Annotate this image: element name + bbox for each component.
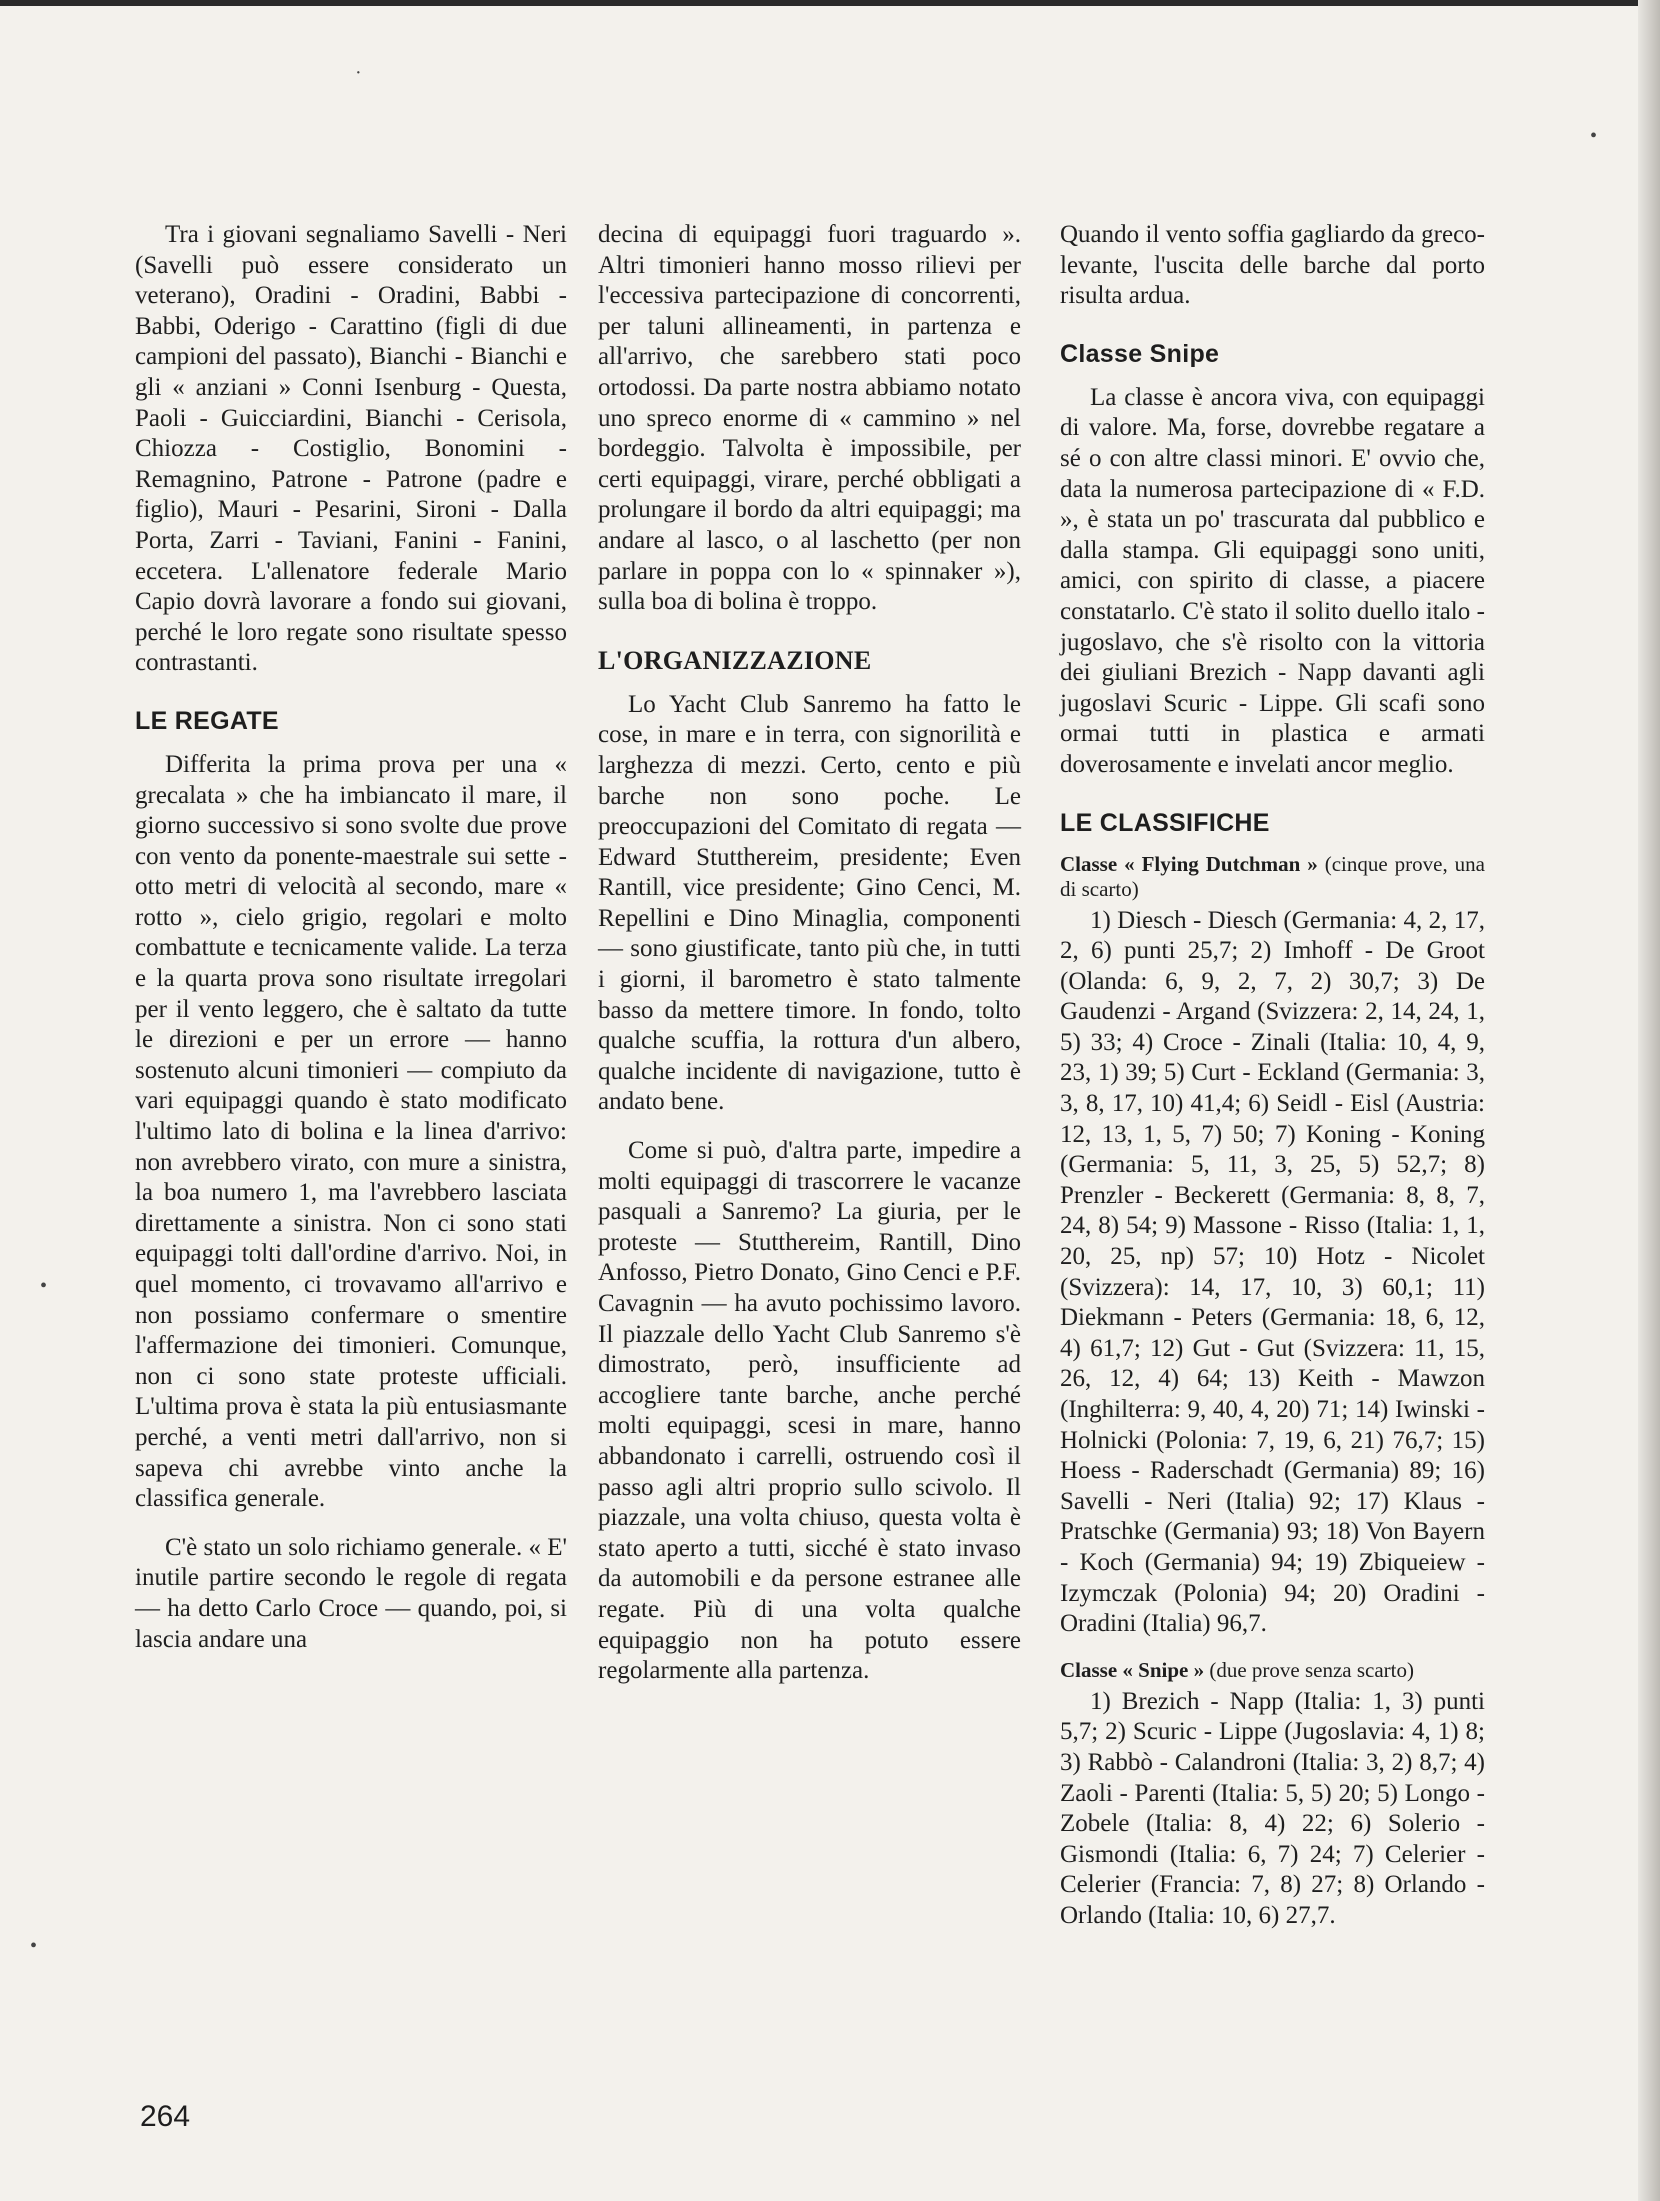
paragraph-vento: Quando il vento soffia gagliardo da greco-levante, l'uscita delle barche dal porto risulta ardua. xyxy=(1060,221,1485,310)
column-2 xyxy=(598,220,1021,1705)
speck-mark: • xyxy=(40,1275,48,1297)
speck-mark: • xyxy=(30,1935,38,1957)
fd-class-note: (cinque prove, una di scarto) xyxy=(1060,851,1485,901)
snipe-class-label: Classe « Snipe » xyxy=(1060,1657,1205,1682)
snipe-class-header xyxy=(1060,1658,1485,1683)
page-number: 264 xyxy=(140,2100,191,2133)
top-border xyxy=(0,0,1660,6)
fd-class-label: Classe « Flying Dutchman » xyxy=(1060,851,1318,876)
column-1 xyxy=(135,220,567,1673)
speck-mark: · xyxy=(355,62,362,84)
paragraph-yacht-club: Lo Yacht Club Sanremo ha fatto le cose, in mare e in terra, con signorilità e larghezza di mezzi. Certo, cento e più barche non sono poche. Le preoccupazioni del Comitato di regata — Edward Stutthereim, presidente; Even Rantill, vice presidente; Gino Cenci, M. Repellini e Dino Minaglia, componenti — sono giustificate, tanto più che, in tutti i giorni, il barometro è stato talmente basso da mettere timore. In fondo, tolto qualche scuffia, la rottura d'un albero, qualche incidente di navigazione, tutto è andato bene. xyxy=(598,690,1021,1116)
snipe-results: 1) Brezich - Napp (Italia: 1, 3) punti 5,7; 2) Scuric - Lippe (Jugoslavia: 4, 1) 8; 3) Rabbò - Calandroni (Italia: 3, 2) 8,7; 4) Zaoli - Parenti (Italia: 5, 5) 20; 5) Longo - Zobele (Italia: 8, 4) 22; 6) Solerio - Gismondi (Italia: 6, 7) 24; 7) Celerier - Celerier (Francia: 7, 8) 27; 8) Orlando - Orlando (Italia: 10, 6) 27,7. xyxy=(1060,1687,1485,1929)
page-edge-shadow xyxy=(1638,0,1660,2201)
paragraph-regate: Differita la prima prova per una « grecalata » che ha imbiancato il mare, il giorno successivo si sono svolte due prove con vento da ponente-maestrale sui sette - otto metri di velocità al secondo, mare « rotto », cielo grigio, regolari e molto combattute e tecnicamente valide. La terza e la quarta prova sono risultate irregolari per il vento leggero, che è saltato da tutte le direzioni e per un errore — hanno sostenuto alcuni timonieri — compiuto da vari equipaggi quando è stato modificato l'ultimo lato di bolina e la linea d'arrivo: non avrebbero virato, con mure a sinistra, la boa numero 1, ma l'avrebbero lasciata direttamente a sinistra. Non ci sono stati equipaggi tolti dall'ordine d'arrivo. Noi, in quel momento, ci trovavamo all'arrivo e non possiamo confermare o smentire l'affermazione dei timonieri. Comunque, non ci sono state proteste ufficiali. L'ultima prova è stata la più entusiasmante perché, a venti metri dall'arrivo, non si sapeva chi avrebbe vinto anche la classifica generale. xyxy=(135,750,567,1513)
paragraph-traguardo: decina di equipaggi fuori traguardo ». Altri timonieri hanno mosso rilievi per l'eccessiva partecipazione di concorrenti, per taluni allineamenti, in partenza e all'arrivo, che sarebbero stati poco ortodossi. Da parte nostra abbiamo notato uno spreco enorme di « cammino » nel bordeggio. Talvolta è impossibile, per certi equipaggi, virare, perché obbligati a prolungare il bordo da altri equipaggi; ma andare al lasco, o al laschetto (per non parlare in poppa con lo « spinnaker »), sulla boa di bolina è troppo. xyxy=(598,221,1021,616)
paragraph-richiamo: C'è stato un solo richiamo generale. « E' inutile partire secondo le regole di regata — ha detto Carlo Croce — quando, poi, si lascia andare una xyxy=(135,1533,567,1653)
paragraph-giovani: Tra i giovani segnaliamo Savelli - Neri (Savelli può essere considerato un veterano), Oradini - Oradini, Babbi - Babbi, Oderigo - Carattino (figli di due campioni del passato), Bianchi - Bianchi e gli « anziani » Conni Isenburg - Questa, Paoli - Guicciardini, Bianchi - Cerisola, Chiozza - Costiglio, Bonomini - Remagnino, Patrone - Patrone (padre e figlio), Mauri - Pesarini, Sironi - Dalla Porta, Zarri - Taviani, Fanini - Fanini, eccetera. L'allenatore federale Mario Capio dovrà lavorare a fondo sui giovani, perché le loro regate sono risultate spesso contrastanti. xyxy=(135,221,567,677)
heading-le-regate: LE REGATE xyxy=(135,706,279,735)
fd-class-header xyxy=(1060,852,1485,902)
column-3 xyxy=(1060,220,1485,1950)
heading-organizzazione: L'ORGANIZZAZIONE xyxy=(598,645,872,675)
paragraph-snipe: La classe è ancora viva, con equipaggi di valore. Ma, forse, dovrebbe regatare a sé o con altre classi minori. E' ovvio che, data la numerosa partecipazione di « F.D. », è stata un po' trascurata dal pubblico e dalla stampa. Gli equipaggi sono uniti, amici, con spirito di classe, a piacere constatarlo. C'è stato il solito duello italo - jugoslavo, che s'è risolto con la vittoria dei giuliani Brezich - Napp davanti agli jugoslavi Scuric - Lippe. Gli scafi sono ormai tutti in plastica e armati doverosamente e invelati ancor meglio. xyxy=(1060,383,1485,778)
paragraph-vacanze: Come si può, d'altra parte, impedire a molti equipaggi di trascorrere le vacanze pasquali a Sanremo? La giuria, per le proteste — Stutthereim, Rantill, Dino Anfosso, Pietro Donato, Gino Cenci e P.F. Cavagnin — ha avuto pochissimo lavoro. Il piazzale dello Yacht Club Sanremo s'è dimostrato, però, insufficiente ad accogliere tante barche, anche perché molti equipaggi, scesi in mare, hanno abbandonato i carrelli, ostruendo così il passo agli altri proprio sullo scivolo. Il piazzale, una volta chiuso, questa volta è stato aperto a tutti, sicché è stato invaso da automobili e da persone estranee alle regate. Più di una volta qualche equipaggio non ha potuto essere regolarmente alla partenza. xyxy=(598,1137,1021,1685)
heading-classifiche: LE CLASSIFICHE xyxy=(1060,808,1270,837)
fd-results: 1) Diesch - Diesch (Germania: 4, 2, 17, 2, 6) punti 25,7; 2) Imhoff - De Groot (Olanda: 6, 9, 2, 7, 2) 30,7; 3) De Gaudenzi - Argand (Svizzera: 2, 14, 24, 1, 5) 33; 4) Croce - Zinali (Italia: 10, 4, 9, 23, 1) 39; 5) Curt - Eckland (Germania: 3, 3, 8, 17, 10) 41,4; 6) Seidl - Eisl (Austria: 12, 13, 1, 5, 7) 50; 7) Koning - Koning (Germania: 5, 11, 3, 25, 5) 52,7; 8) Prenzler - Beckerett (Germania: 8, 8, 7, 24, 8) 54; 9) Massone - Risso (Italia: 1, 1, 20, 25, np) 57; 10) Hotz - Nicolet (Svizzera): 14, 17, 10, 3) 60,1; 11) Diekmann - Peters (Germania: 18, 6, 12, 4) 61,7; 12) Gut - Gut (Svizzera: 11, 15, 26, 12, 4) 64; 13) Keith - Mawzon (Inghilterra: 9, 40, 4, 20) 71; 14) Iwinski - Holnicki (Polonia: 7, 19, 6, 21) 76,7; 15) Hoess - Raderschadt (Germania) 89; 16) Savelli - Neri (Italia) 92; 17) Klaus - Pratschke (Germania) 93; 18) Von Bayern - Koch (Germania) 94; 19) Zbiqueiew - Izymczak (Polonia) 94; 20) Oradini - Oradini (Italia) 96,7. xyxy=(1060,906,1485,1638)
speck-mark: • xyxy=(1590,125,1598,147)
snipe-class-note: (due prove senza scarto) xyxy=(1209,1657,1415,1682)
heading-classe-snipe: Classe Snipe xyxy=(1060,339,1220,368)
